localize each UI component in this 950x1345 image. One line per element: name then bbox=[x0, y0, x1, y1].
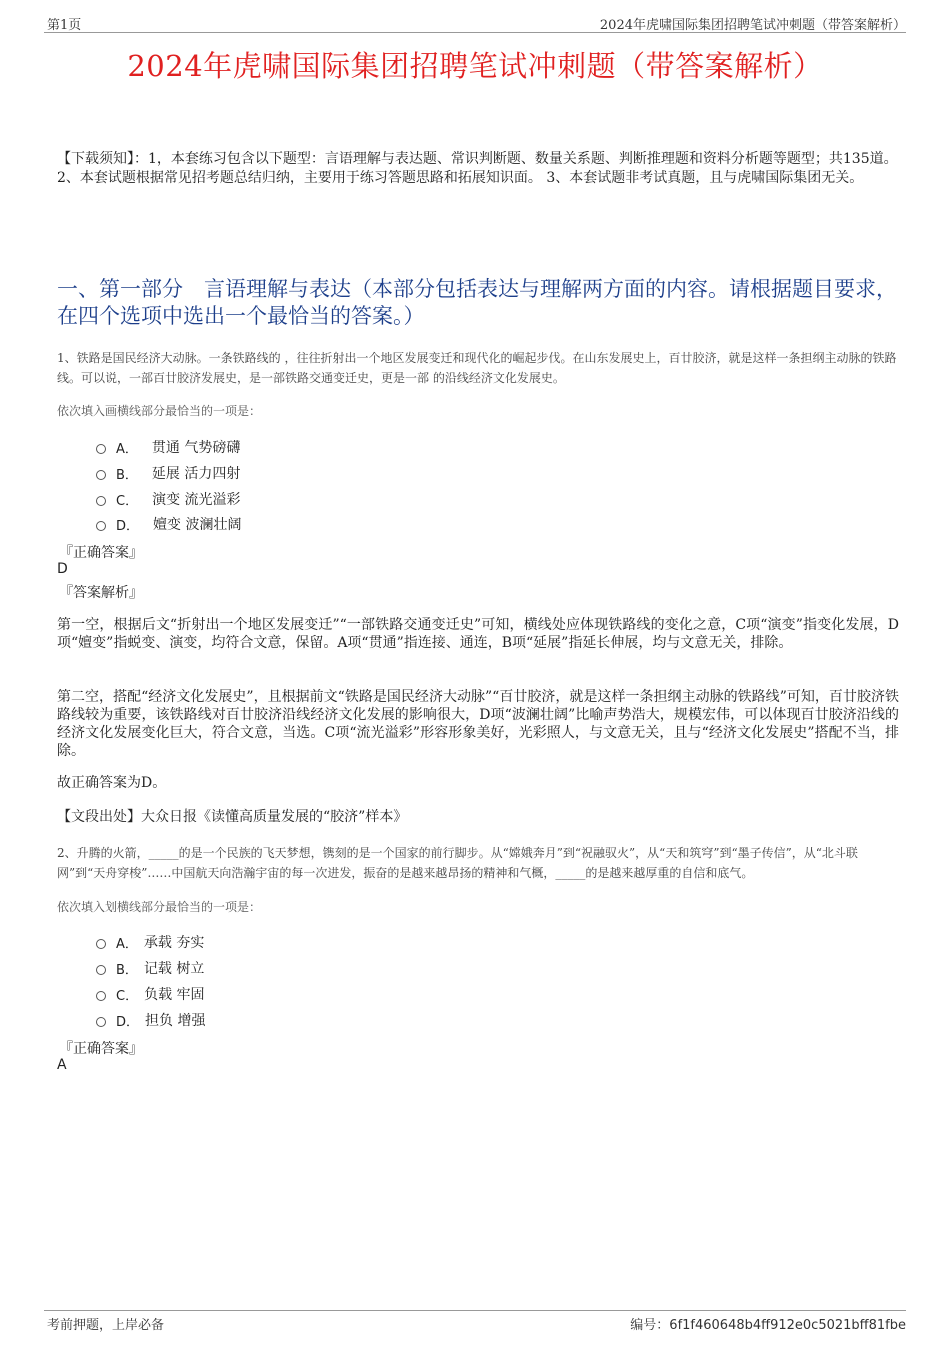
document-title: 2024年虎啸国际集团招聘笔试冲刺题（带答案解析） bbox=[127, 49, 823, 83]
header-divider bbox=[44, 32, 906, 33]
radio-icon[interactable] bbox=[96, 470, 106, 480]
option-text: 记载 树立 bbox=[143, 961, 205, 977]
option-letter: A． bbox=[116, 441, 138, 457]
question-2-option-c[interactable] bbox=[96, 984, 205, 1004]
question-1-option-b[interactable] bbox=[96, 463, 240, 483]
question-2-option-d[interactable] bbox=[96, 1010, 205, 1030]
question-1-analysis-paragraph: 第二空，搭配“经济文化发展史”，且根据前文“铁路是国民经济大动脉”“百廿胶济，就是这样一条担纲主动脉的铁路线”可知，百廿胶济铁路线较为重要，该铁路线对百廿胶济沿线经济文化发展的影响很大，D项“波澜壮阔”比喻声势浩大，规模宏伟，可以体现百廿胶济沿线的经济文化发展变化巨大，符合文意，当选。C项“流光溢彩”形容形象美好，光彩照人，与文意无关，且与“经济文化发展史”搭配不当，排除。 bbox=[57, 689, 899, 759]
question-1-option-a[interactable] bbox=[96, 437, 240, 457]
radio-icon[interactable] bbox=[96, 496, 106, 506]
question-2-answer-label: 『正确答案』 bbox=[59, 1041, 143, 1057]
radio-icon[interactable] bbox=[96, 991, 106, 1001]
footer-divider bbox=[44, 1310, 906, 1311]
option-text: 承载 夯实 bbox=[143, 935, 205, 951]
option-text: 负载 牢固 bbox=[144, 987, 205, 1003]
option-letter: D． bbox=[116, 1014, 140, 1030]
option-text: 担负 增强 bbox=[145, 1013, 206, 1029]
question-1-option-d[interactable] bbox=[96, 514, 241, 534]
radio-icon[interactable] bbox=[96, 939, 106, 949]
question-2-option-a[interactable] bbox=[96, 932, 204, 952]
radio-icon[interactable] bbox=[96, 1017, 106, 1027]
footer-document-id: 编号：6f1f460648b4ff912e0c5021bff81fbe bbox=[630, 1318, 906, 1333]
header-doc-name: 2024年虎啸国际集团招聘笔试冲刺题（带答案解析） bbox=[599, 18, 906, 33]
radio-icon[interactable] bbox=[96, 444, 106, 454]
question-2-option-b[interactable] bbox=[96, 958, 204, 978]
radio-icon[interactable] bbox=[96, 965, 106, 975]
question-1-option-c[interactable] bbox=[96, 489, 241, 509]
footer-slogan: 考前押题，上岸必备 bbox=[47, 1318, 165, 1333]
option-letter: C． bbox=[116, 988, 139, 1004]
header-page-number: 第1页 bbox=[47, 18, 82, 33]
option-text: 演变 流光溢彩 bbox=[152, 492, 241, 508]
question-1-source: 【文段出处】大众日报《读懂高质量发展的“胶济”样本》 bbox=[57, 809, 408, 825]
question-1-analysis-paragraph: 第一空，根据后文“折射出一个地区发展变迁”“一部铁路交通变迁史”可知，横线处应体现铁路线的变化之意，C项“演变”指变化发展，D项“嬗变”指蜕变、演变，均符合文意，保留。A项“贯通”指连接、通连，B项“延展”指延长伸展，均与文意无关，排除。 bbox=[57, 617, 899, 651]
question-1-text: 1、铁路是国民经济大动脉。一条铁路线的 ，往往折射出一个地区发展变迁和现代化的崛起步伐。在山东发展史上，百廿胶济，就是这样一条担纲主动脉的铁路线。可以说，一部百廿胶济发展史，是一部铁路交通变迁史，更是一部 的沿线经济文化发展史。 bbox=[57, 351, 897, 385]
download-notice: 【下载须知】：1，本套练习包含以下题型：言语理解与表达题、常识判断题、数量关系题、判断推理题和资料分析题等题型；共135道。 2、本套试题根据常见招考题总结归纳，主要用于练习答题思路和拓展知识面。 3、本套试题非考试真题，且与虎啸国际集团无关。 bbox=[57, 151, 898, 186]
question-1-prompt: 依次填入画横线部分最恰当的一项是： bbox=[57, 404, 262, 418]
question-1-analysis-conclusion: 故正确答案为D。 bbox=[57, 775, 167, 791]
option-letter: B． bbox=[116, 962, 138, 978]
question-2-text: 2、升腾的火箭，_____的是一个民族的飞天梦想，镌刻的是一个国家的前行脚步。从“嫦娥奔月”到“祝融驭火”，从“天和筑穹”到“墨子传信”，从“北斗联网”到“天舟穿梭”……中国航天向浩瀚宇宙的每一次进发，振奋的是越来越昂扬的精神和气概，_____的是越来越厚重的自信和底气。 bbox=[57, 846, 858, 880]
question-1-answer: D bbox=[57, 561, 68, 577]
option-text: 嬗变 波澜壮阔 bbox=[153, 517, 242, 533]
question-1-answer-label: 『正确答案』 bbox=[59, 545, 143, 561]
question-1-analysis-label: 『答案解析』 bbox=[59, 585, 143, 601]
option-letter: A． bbox=[116, 936, 138, 952]
question-2-answer: A bbox=[57, 1057, 67, 1073]
option-text: 延展 活力四射 bbox=[151, 466, 241, 482]
option-letter: C． bbox=[116, 493, 139, 509]
question-2-prompt: 依次填入划横线部分最恰当的一项是： bbox=[57, 900, 262, 914]
option-text: 贯通 气势磅礴 bbox=[151, 440, 241, 456]
option-letter: B． bbox=[116, 467, 138, 483]
radio-icon[interactable] bbox=[96, 521, 106, 531]
section-heading: 一、第一部分 言语理解与表达（本部分包括表达与理解两方面的内容。请根据题目要求，在四个选项中选出一个最恰当的答案。） bbox=[57, 277, 897, 328]
option-letter: D． bbox=[116, 518, 140, 534]
